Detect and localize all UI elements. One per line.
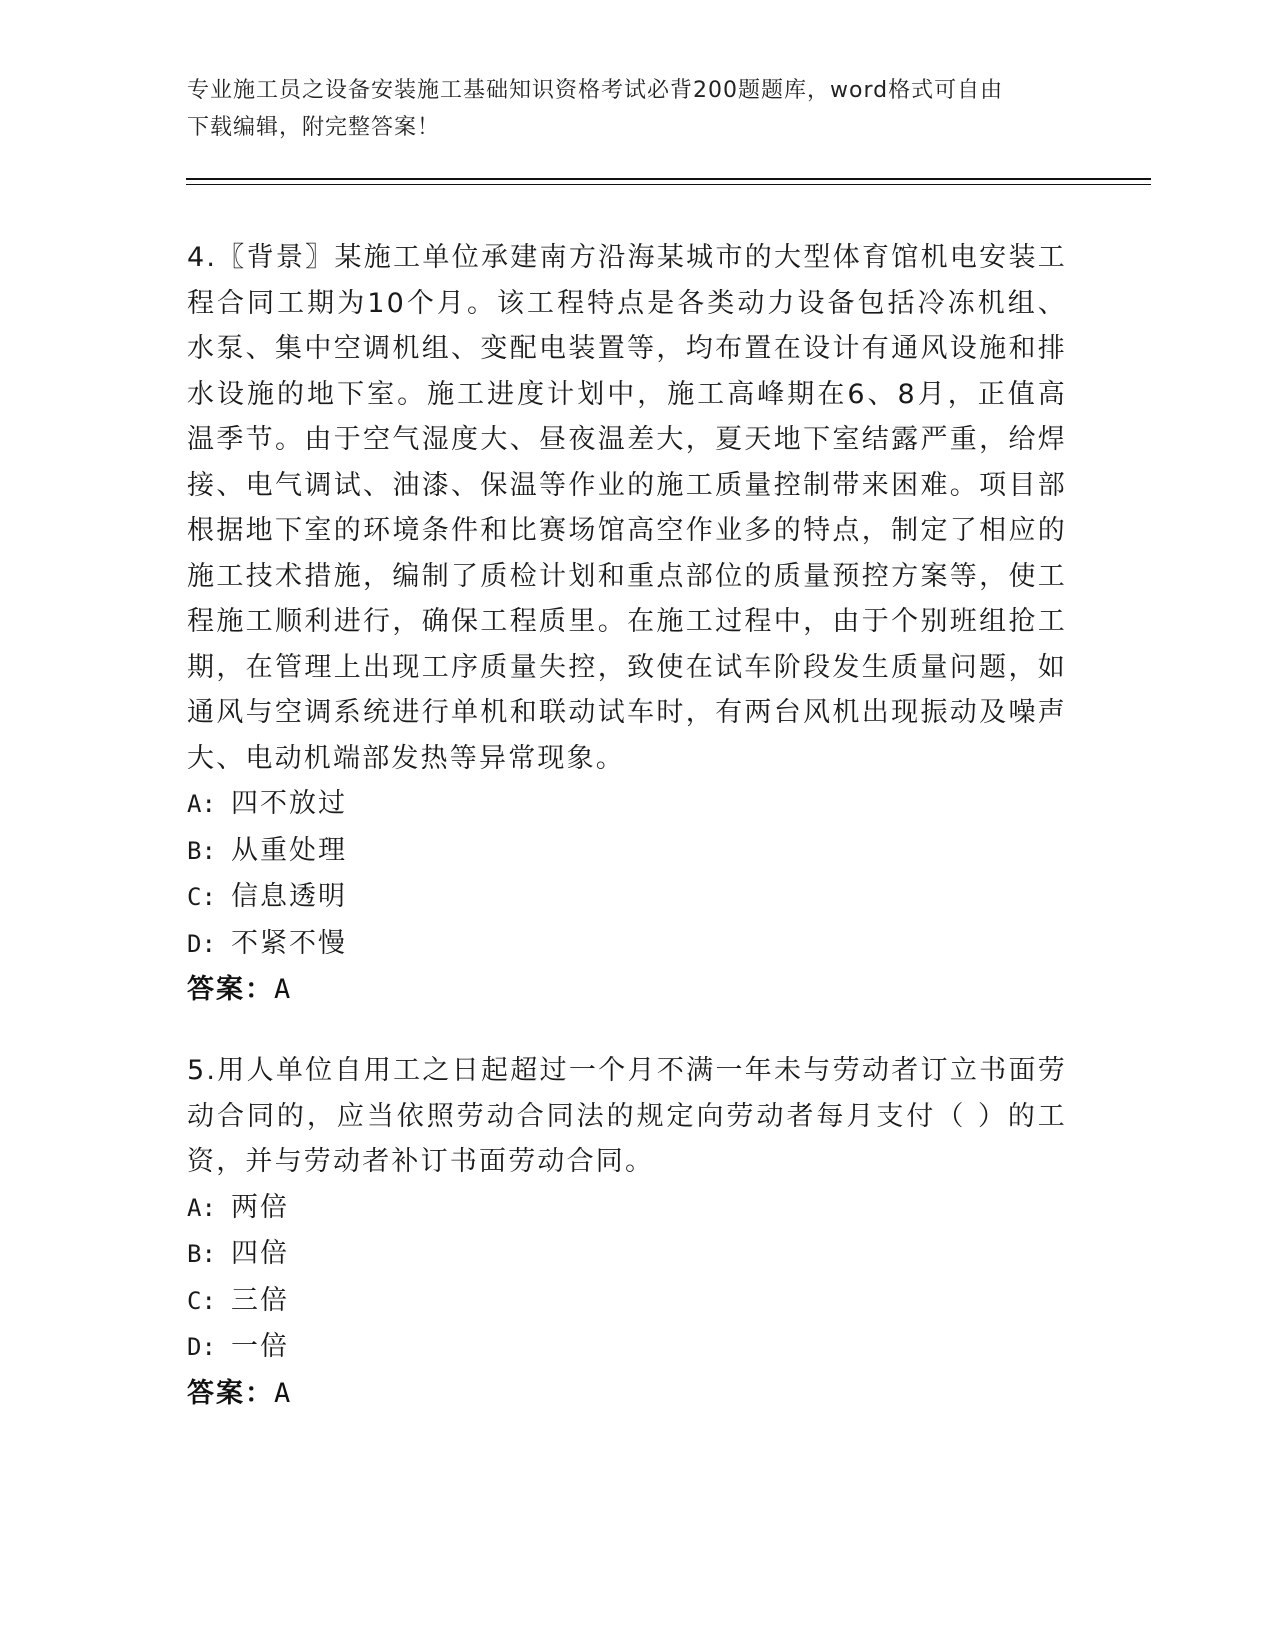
question-5 — [187, 1048, 1067, 1416]
option-c — [187, 1278, 1067, 1325]
option-key: B: — [187, 836, 216, 865]
option-b — [187, 1231, 1067, 1278]
question-4 — [187, 235, 1067, 1013]
answer-label: 答案： — [187, 974, 274, 1005]
question-text: 4.〖背景〗某施工单位承建南方沿海某城市的大型体育馆机电安装工程合同工期为10个月。该工程特点是各类动力设备包括冷冻机组、水泵、集中空调机组、变配电装置等，均布置在设计有通风设施和排水设施的地下室。施工进度计划中，施工高峰期在6、8月，正值高温季节。由于空气湿度大、昼夜温差大，夏天地下室结露严重，给焊接、电气调试、油漆、保温等作业的施工质量控制带来困难。项目部根据地下室的环境条件和比赛场馆高空作业多的特点，制定了相应的施工技术措施，编制了质检计划和重点部位的质量预控方案等，使工程施工顺利进行，确保工程质里。在施工过程中，由于个别班组抢工期，在管理上出现工序质量失控，致使在试车阶段发生质量问题，如通风与空调系统进行单机和联动试车时，有两台风机出现振动及噪声大、电动机端部发热等异常现象。 — [187, 242, 1067, 774]
option-d — [187, 921, 1067, 968]
option-text: 从重处理 — [231, 834, 347, 866]
option-key: D: — [187, 929, 216, 958]
option-c — [187, 874, 1067, 921]
header-divider-thick — [186, 178, 1151, 180]
option-key: A: — [187, 1193, 216, 1222]
option-d — [187, 1324, 1067, 1371]
question-text: 5.用人单位自用工之日起超过一个月不满一年未与劳动者订立书面劳动合同的，应当依照劳动合同法的规定向劳动者每月支付（ ）的工资，并与劳动者补订书面劳动合同。 — [187, 1055, 1067, 1177]
option-text: 不紧不慢 — [231, 927, 347, 959]
option-list — [187, 1185, 1067, 1371]
option-text: 两倍 — [231, 1191, 289, 1223]
option-key: C: — [187, 883, 216, 911]
option-key: C: — [187, 1286, 216, 1315]
document-header — [187, 72, 1067, 146]
option-text: 四不放过 — [231, 788, 347, 819]
option-text: 一倍 — [231, 1331, 289, 1362]
answer-value: A — [274, 974, 293, 1005]
option-text: 三倍 — [231, 1284, 289, 1316]
header-divider-thin — [186, 184, 1151, 185]
option-a — [187, 781, 1067, 828]
header-title-line-2: 下载编辑，附完整答案！ — [187, 115, 441, 140]
answer-line — [187, 1371, 1067, 1417]
option-a — [187, 1185, 1067, 1232]
header-title-line-1: 专业施工员之设备安装施工基础知识资格考试必背200题题库，word格式可自由 — [187, 78, 1004, 103]
option-text: 四倍 — [231, 1238, 289, 1269]
answer-line — [187, 967, 1067, 1013]
answer-label: 答案： — [187, 1377, 274, 1409]
option-key: A: — [187, 790, 216, 818]
option-key: B: — [187, 1240, 216, 1268]
option-key: D: — [187, 1333, 216, 1361]
option-list — [187, 781, 1067, 967]
option-b — [187, 828, 1067, 875]
answer-value: A — [274, 1377, 293, 1409]
option-text: 信息透明 — [231, 881, 347, 912]
